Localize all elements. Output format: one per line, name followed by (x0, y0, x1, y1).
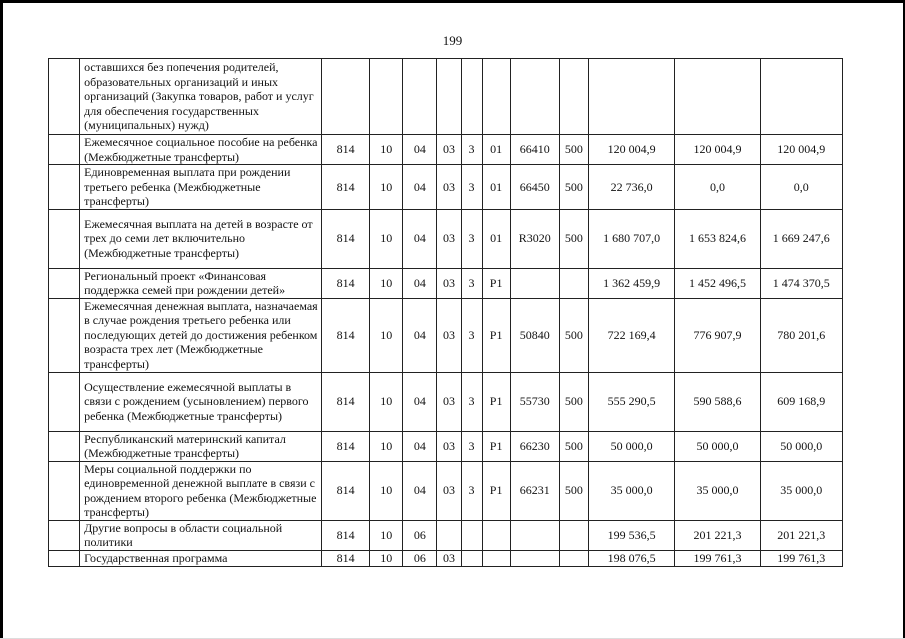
ministry-code: 814 (322, 298, 370, 372)
section-code: 10 (370, 135, 403, 165)
row-name: Осуществление ежемесячной выплаты в связи с рождением (усыновлением) первого ребенка (Межбюджетные трансферты) (80, 372, 322, 431)
subsection-code: 04 (403, 372, 437, 431)
ministry-code: 814 (322, 520, 370, 550)
row-name: Другие вопросы в области социальной политики (80, 520, 322, 550)
main-event-code: P1 (482, 372, 510, 431)
direction-code: 66410 (510, 135, 559, 165)
section-code: 10 (370, 431, 403, 461)
row-blank-cell (49, 268, 80, 298)
table-body (49, 59, 843, 567)
amount-2025 (760, 59, 842, 135)
row-name: оставшихся без попечения родителей, образовательных организаций и иных организаций (Закупка товаров, работ и услуг для обеспечения государственных (муниципальных) нужд) (80, 59, 322, 135)
direction-code: 66230 (510, 431, 559, 461)
main-event-code: P1 (482, 431, 510, 461)
program-code: 03 (437, 298, 461, 372)
ministry-code: 814 (322, 431, 370, 461)
ministry-code: 814 (322, 135, 370, 165)
program-code: 03 (437, 372, 461, 431)
row-blank-cell (49, 298, 80, 372)
expense-type-code: 500 (559, 372, 588, 431)
program-code: 03 (437, 550, 461, 566)
table-row (49, 431, 843, 461)
amount-2023 (588, 59, 674, 135)
subprogram-code (461, 550, 482, 566)
program-code (437, 520, 461, 550)
amount-2025: 201 221,3 (760, 520, 842, 550)
subsection-code: 04 (403, 209, 437, 268)
subsection-code (403, 59, 437, 135)
scan-border-left (0, 0, 3, 639)
program-code: 03 (437, 165, 461, 210)
subprogram-code: 3 (461, 298, 482, 372)
amount-2024: 776 907,9 (675, 298, 760, 372)
amount-2023: 198 076,5 (588, 550, 674, 566)
subsection-code: 04 (403, 298, 437, 372)
row-blank-cell (49, 372, 80, 431)
main-event-code: 01 (482, 135, 510, 165)
subsection-code: 04 (403, 268, 437, 298)
main-event-code (482, 59, 510, 135)
row-blank-cell (49, 520, 80, 550)
amount-2024: 1 452 496,5 (675, 268, 760, 298)
expense-type-code (559, 550, 588, 566)
amount-2024: 35 000,0 (675, 461, 760, 520)
amount-2024: 1 653 824,6 (675, 209, 760, 268)
amount-2025: 609 168,9 (760, 372, 842, 431)
program-code: 03 (437, 135, 461, 165)
section-code: 10 (370, 372, 403, 431)
row-name: Ежемесячная выплата на детей в возрасте от трех до семи лет включительно (Межбюджетные трансферты) (80, 209, 322, 268)
section-code: 10 (370, 298, 403, 372)
table-row (49, 165, 843, 210)
amount-2025: 0,0 (760, 165, 842, 210)
amount-2024: 120 004,9 (675, 135, 760, 165)
table-row (49, 268, 843, 298)
direction-code (510, 520, 559, 550)
row-name: Государственная программа (80, 550, 322, 566)
program-code: 03 (437, 431, 461, 461)
amount-2023: 1 362 459,9 (588, 268, 674, 298)
subprogram-code: 3 (461, 165, 482, 210)
amount-2025: 1 474 370,5 (760, 268, 842, 298)
subsection-code: 04 (403, 135, 437, 165)
ministry-code: 814 (322, 165, 370, 210)
row-blank-cell (49, 59, 80, 135)
amount-2024: 199 761,3 (675, 550, 760, 566)
row-name: Региональный проект «Финансовая поддержка семей при рождении детей» (80, 268, 322, 298)
section-code: 10 (370, 165, 403, 210)
ministry-code: 814 (322, 550, 370, 566)
direction-code: R3020 (510, 209, 559, 268)
row-blank-cell (49, 209, 80, 268)
main-event-code (482, 550, 510, 566)
direction-code: 55730 (510, 372, 559, 431)
subprogram-code: 3 (461, 431, 482, 461)
table-row (49, 135, 843, 165)
main-event-code: P1 (482, 461, 510, 520)
row-name: Ежемесячная денежная выплата, назначаемая в случае рождения третьего ребенка или последующих детей до достижения ребенком возраста трех лет (Межбюджетные трансферты) (80, 298, 322, 372)
expense-type-code: 500 (559, 298, 588, 372)
expense-type-code: 500 (559, 135, 588, 165)
row-blank-cell (49, 431, 80, 461)
section-code (370, 59, 403, 135)
section-code: 10 (370, 461, 403, 520)
direction-code (510, 59, 559, 135)
amount-2023: 50 000,0 (588, 431, 674, 461)
amount-2025: 1 669 247,6 (760, 209, 842, 268)
expense-type-code (559, 520, 588, 550)
amount-2023: 722 169,4 (588, 298, 674, 372)
row-name: Меры социальной поддержки по единовременной денежной выплате в связи с рождением второго ребенка (Межбюджетные трансферты) (80, 461, 322, 520)
amount-2024: 0,0 (675, 165, 760, 210)
subsection-code: 06 (403, 520, 437, 550)
ministry-code: 814 (322, 209, 370, 268)
direction-code: 66450 (510, 165, 559, 210)
ministry-code: 814 (322, 268, 370, 298)
expense-type-code: 500 (559, 165, 588, 210)
subprogram-code: 3 (461, 372, 482, 431)
amount-2023: 35 000,0 (588, 461, 674, 520)
row-name: Республиканский материнский капитал (Межбюджетные трансферты) (80, 431, 322, 461)
expense-type-code: 500 (559, 209, 588, 268)
subprogram-code: 3 (461, 461, 482, 520)
subprogram-code: 3 (461, 135, 482, 165)
main-event-code: P1 (482, 268, 510, 298)
table-row (49, 298, 843, 372)
table-row (49, 372, 843, 431)
ministry-code: 814 (322, 372, 370, 431)
scan-border-top (0, 0, 905, 3)
section-code: 10 (370, 520, 403, 550)
subprogram-code: 3 (461, 268, 482, 298)
table-row (49, 209, 843, 268)
row-blank-cell (49, 461, 80, 520)
row-name: Ежемесячное социальное пособие на ребенка (Межбюджетные трансферты) (80, 135, 322, 165)
row-name: Единовременная выплата при рождении третьего ребенка (Межбюджетные трансферты) (80, 165, 322, 210)
amount-2023: 199 536,5 (588, 520, 674, 550)
program-code: 03 (437, 268, 461, 298)
ministry-code: 814 (322, 461, 370, 520)
subsection-code: 04 (403, 165, 437, 210)
amount-2025: 50 000,0 (760, 431, 842, 461)
table-row (49, 59, 843, 135)
page-number: 199 (442, 33, 463, 48)
amount-2025: 780 201,6 (760, 298, 842, 372)
direction-code (510, 268, 559, 298)
program-code (437, 59, 461, 135)
amount-2025: 120 004,9 (760, 135, 842, 165)
amount-2024: 50 000,0 (675, 431, 760, 461)
direction-code (510, 550, 559, 566)
subsection-code: 04 (403, 431, 437, 461)
budget-table (48, 58, 843, 567)
row-blank-cell (49, 550, 80, 566)
table-row (49, 550, 843, 566)
row-blank-cell (49, 135, 80, 165)
section-code: 10 (370, 550, 403, 566)
program-code: 03 (437, 209, 461, 268)
subsection-code: 06 (403, 550, 437, 566)
ministry-code (322, 59, 370, 135)
table-row (49, 461, 843, 520)
main-event-code: P1 (482, 298, 510, 372)
amount-2025: 199 761,3 (760, 550, 842, 566)
main-event-code: 01 (482, 165, 510, 210)
expense-type-code (559, 268, 588, 298)
amount-2024 (675, 59, 760, 135)
expense-type-code: 500 (559, 461, 588, 520)
amount-2023: 120 004,9 (588, 135, 674, 165)
row-blank-cell (49, 165, 80, 210)
subsection-code: 04 (403, 461, 437, 520)
amount-2023: 555 290,5 (588, 372, 674, 431)
program-code: 03 (437, 461, 461, 520)
direction-code: 66231 (510, 461, 559, 520)
section-code: 10 (370, 209, 403, 268)
expense-type-code (559, 59, 588, 135)
amount-2023: 22 736,0 (588, 165, 674, 210)
subprogram-code: 3 (461, 209, 482, 268)
main-event-code: 01 (482, 209, 510, 268)
amount-2023: 1 680 707,0 (588, 209, 674, 268)
subprogram-code (461, 520, 482, 550)
expense-type-code: 500 (559, 431, 588, 461)
amount-2024: 590 588,6 (675, 372, 760, 431)
amount-2025: 35 000,0 (760, 461, 842, 520)
main-event-code (482, 520, 510, 550)
subprogram-code (461, 59, 482, 135)
table-row (49, 520, 843, 550)
amount-2024: 201 221,3 (675, 520, 760, 550)
direction-code: 50840 (510, 298, 559, 372)
section-code: 10 (370, 268, 403, 298)
